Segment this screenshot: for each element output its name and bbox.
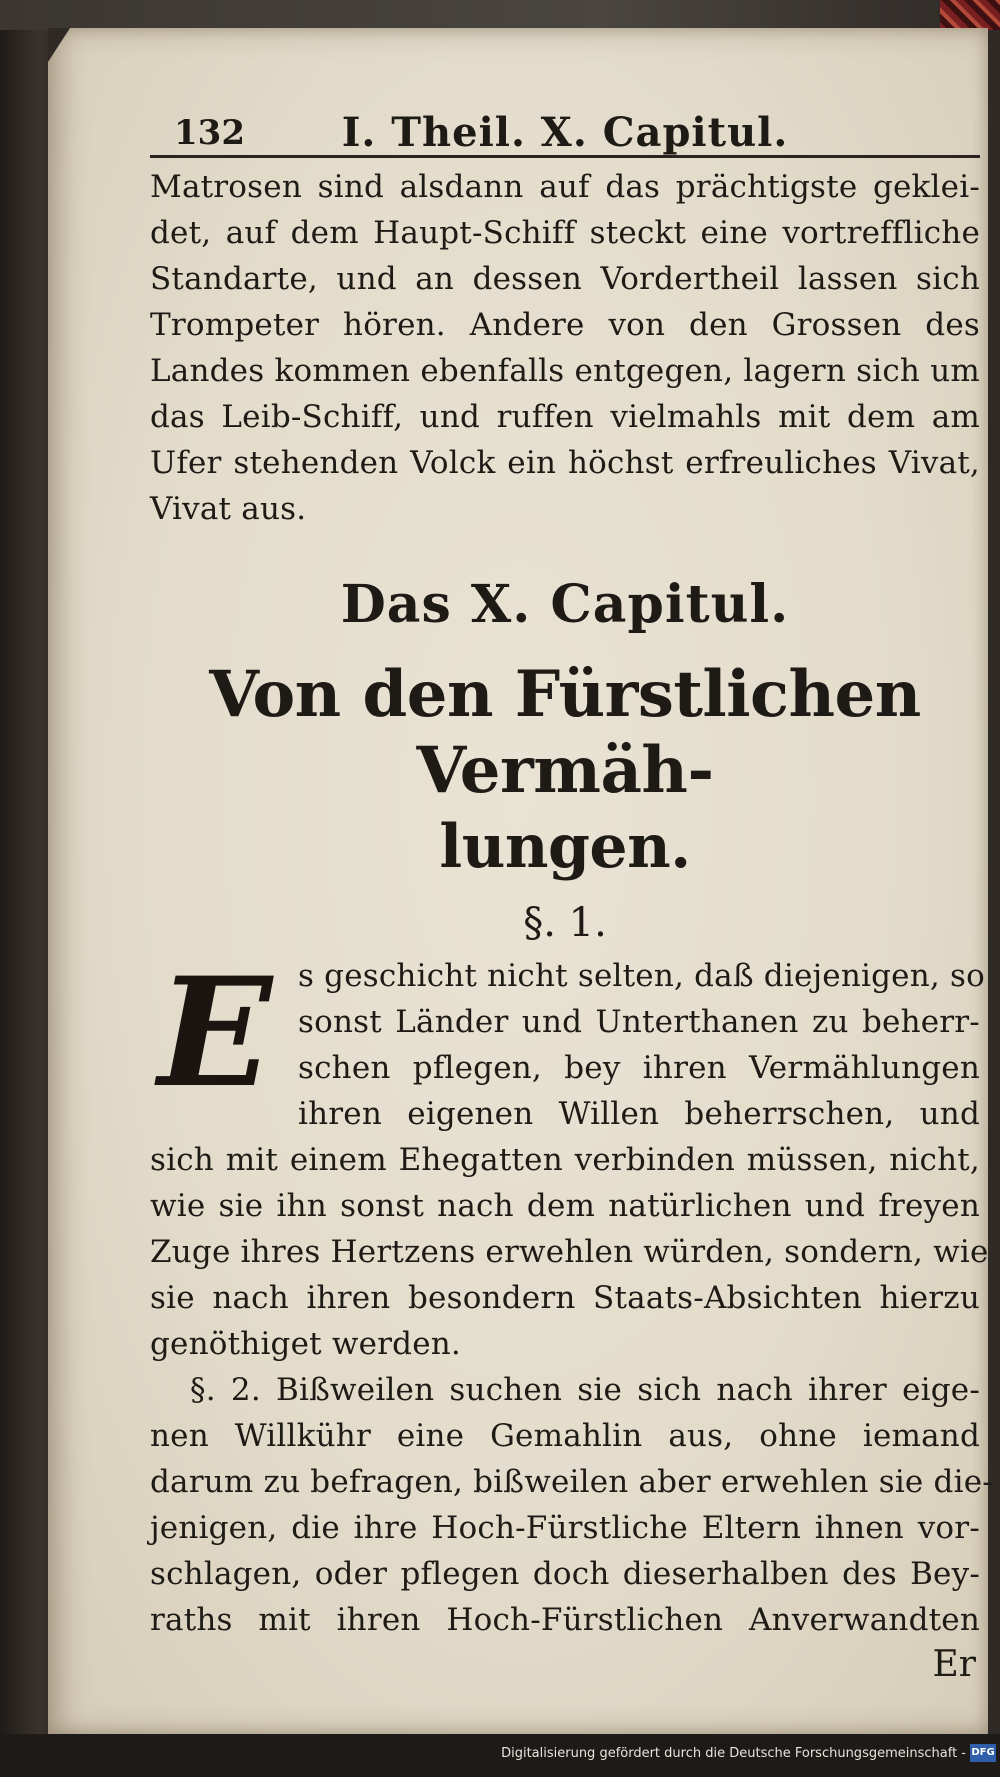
chapter-title <box>150 657 980 885</box>
chapter-label: Das X. Capitul. <box>340 574 790 635</box>
catchword: Er <box>932 1644 976 1685</box>
text-line: ihren eigenen Willen beherrschen, und <box>298 1096 980 1132</box>
section-2-paragraph <box>150 1367 993 1685</box>
initial-indented-lines <box>298 953 985 1137</box>
text-line: §. 2. Bißweilen suchen sie sich nach ihrer eige- <box>190 1372 980 1408</box>
text-line: Standarte, und an dessen Vordertheil lassen sich <box>150 261 980 297</box>
chapter-title-line: lungen. <box>439 812 691 882</box>
page-number: 132 <box>174 113 245 153</box>
funding-credit: Digitalisierung gefördert durch die Deutsche Forschungsgemeinschaft - <box>501 1746 966 1761</box>
digitization-footer <box>0 1734 1000 1777</box>
text-line: det, auf dem Haupt-Schiff steckt eine vortreffliche <box>150 215 980 251</box>
text-line: schlagen, oder pflegen doch dieserhalben des Bey- <box>150 1556 980 1592</box>
text-line: Ufer stehenden Volck ein höchst erfreuliches Vivat, <box>150 445 980 481</box>
text-line: nen Willkühr eine Gemahlin aus, ohne iemand <box>150 1418 980 1454</box>
section-1-paragraph <box>150 945 989 1367</box>
text-line: sie nach ihren besondern Staats-Absichten hierzu <box>150 1280 980 1316</box>
text-line: sich mit einem Ehegatten verbinden müssen, nicht, <box>150 1142 980 1178</box>
decorated-initial: E <box>157 945 273 1121</box>
text-line: darum zu befragen, bißweilen aber erwehlen sie die- <box>150 1464 993 1500</box>
text-line: s geschicht nicht selten, daß diejenigen, so <box>298 958 985 994</box>
dfg-logo: DFG <box>970 1744 996 1762</box>
marbled-edge-decoration <box>940 0 1000 30</box>
text-line: Trompeter hören. Andere von den Grossen des <box>150 307 980 343</box>
text-block <box>150 95 993 1685</box>
text-line: Zuge ihres Hertzens erwehlen würden, sondern, wie <box>150 1234 989 1270</box>
running-head: I. Theil. X. Capitul. <box>341 109 789 156</box>
text-line: Landes kommen ebenfalls entgegen, lagern sich um <box>150 353 980 389</box>
text-line: genöthiget werden. <box>150 1326 461 1362</box>
text-line: wie sie ihn sonst nach dem natürlichen und freyen <box>150 1188 980 1224</box>
text-line: das Leib-Schiff, und ruffen vielmahls mit dem am <box>150 399 980 435</box>
text-line: schen pflegen, bey ihren Vermählungen <box>298 1050 980 1086</box>
chapter-title-line: Von den Fürstlichen Vermäh- <box>209 657 921 808</box>
book-edge-top <box>0 0 1000 30</box>
folded-corner <box>48 28 70 62</box>
text-line: Matrosen sind alsdann auf das prächtigste geklei- <box>150 169 980 205</box>
section-mark: §. 1. <box>523 900 607 946</box>
intro-paragraph <box>150 164 980 532</box>
text-line: Vivat aus. <box>150 491 307 527</box>
text-line: raths mit ihren Hoch-Fürstlichen Anverwandten <box>150 1602 980 1638</box>
text-line: jenigen, die ihre Hoch-Fürstliche Eltern ihnen vor- <box>150 1510 980 1546</box>
text-line: sonst Länder und Unterthanen zu beherr- <box>298 1004 980 1040</box>
page-header <box>150 95 980 158</box>
